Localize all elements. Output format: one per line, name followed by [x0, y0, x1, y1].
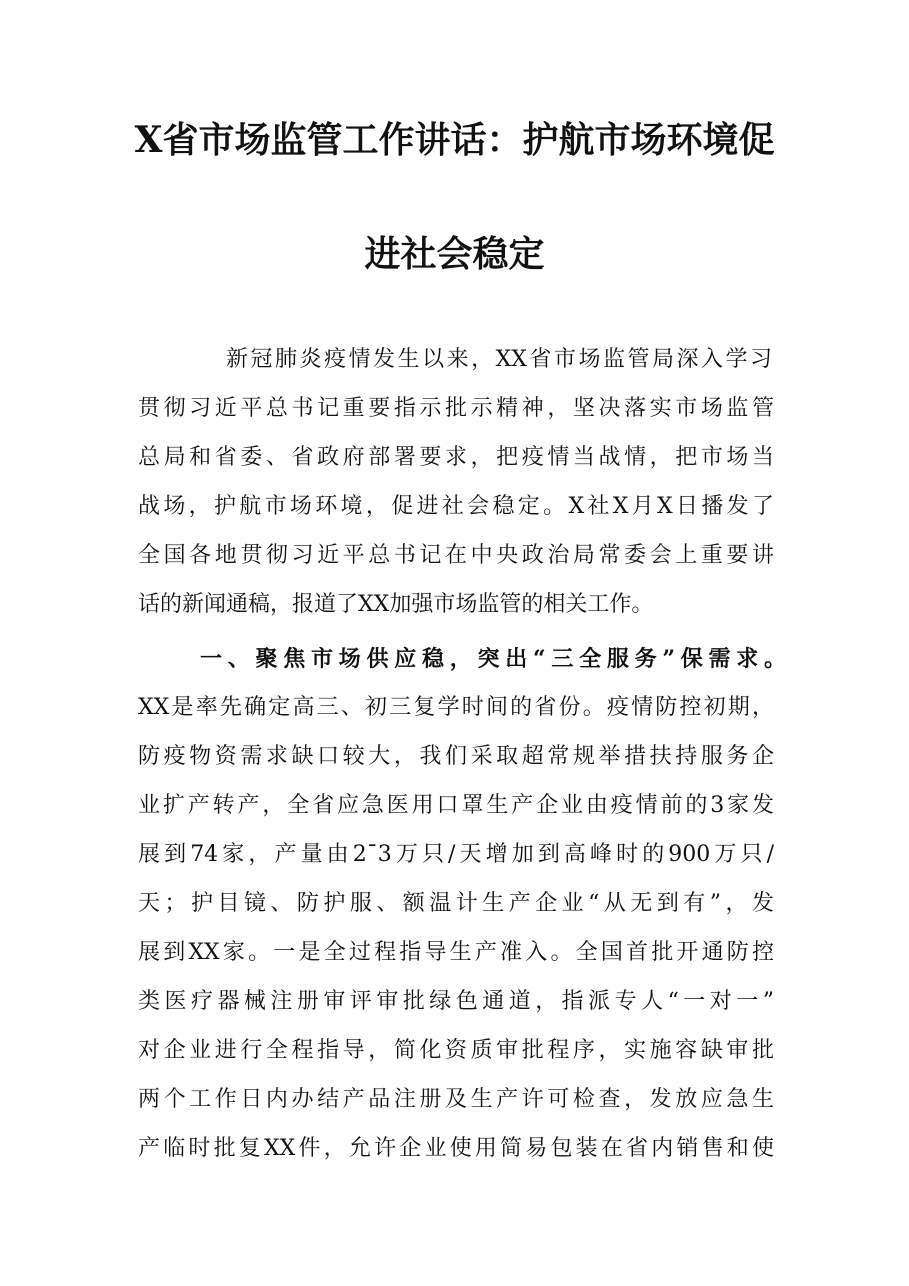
section-body-line: 对企业进行全程指导，简化资质审批程序，实施容缺审批 — [138, 1038, 774, 1063]
paragraph-line: 全国各地贯彻习近平总书记在中央政治局常委会上重要讲 — [138, 543, 774, 568]
section-body-line: 防疫物资需求缺口较大，我们采取超常规举措扶持服务企 — [138, 744, 774, 769]
section-heading: 一、聚焦市场供应稳，突出“三全服务”保需求。 — [200, 646, 786, 672]
section-body-line: 业扩产转产，全省应急医用口罩生产企业由疫情前的3家发 — [138, 793, 774, 818]
section-body-line: 类医疗器械注册审评审批绿色通道，指派专人“一对一” — [138, 989, 774, 1014]
section-body-line: 展到XX家。一是全过程指导生产准入。全国首批开通防控 — [138, 940, 774, 965]
paragraph-line: 话的新闻通稿，报道了XX加强市场监管的相关工作。 — [138, 592, 654, 617]
section-body-line: XX是率先确定高三、初三复学时间的省份。疫情防控初期， — [138, 695, 774, 720]
section-body-line: 产临时批复XX件，允许企业使用简易包装在省内销售和使 — [138, 1136, 774, 1161]
document-title-line-2: 进社会稳定 — [364, 233, 545, 275]
document-title-line-1: X省市场监管工作讲话：护航市场环境促 — [134, 119, 775, 161]
paragraph-line: 新冠肺炎疫情发生以来，XX省市场监管局深入学习 — [226, 347, 772, 372]
paragraph-line: 战场，护航市场环境，促进社会稳定。X社X月X日播发了 — [138, 494, 774, 519]
section-body-line: 天；护目镜、防护服、额温计生产企业“从无到有”，发 — [138, 891, 774, 916]
section-body-line: 展到74家，产量由2¯3万只/天增加到高峰时的900万只/ — [138, 842, 774, 867]
paragraph-line: 贯彻习近平总书记重要指示批示精神，坚决落实市场监管 — [138, 396, 774, 421]
paragraph-line: 总局和省委、省政府部署要求，把疫情当战情，把市场当 — [138, 445, 774, 470]
section-body-line: 两个工作日内办结产品注册及生产许可检查，发放应急生 — [138, 1087, 774, 1112]
